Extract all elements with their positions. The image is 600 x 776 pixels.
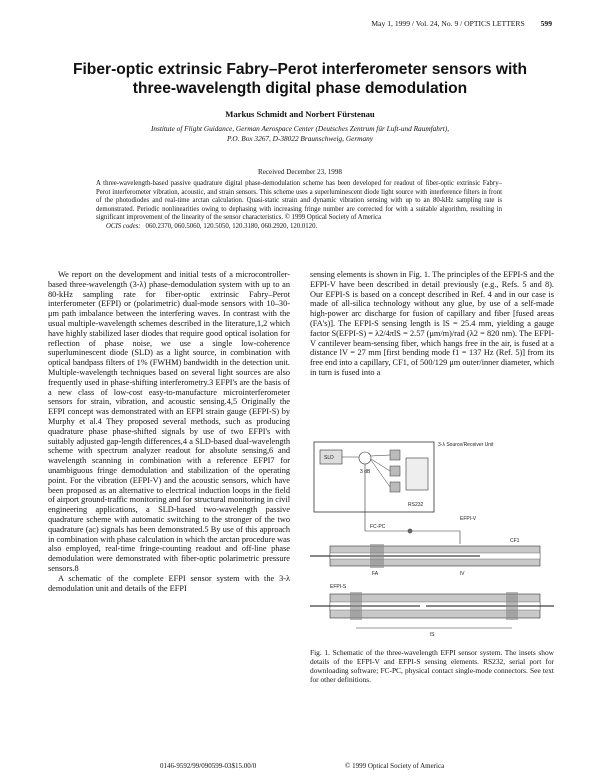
title-line-2: three-wavelength digital phase demodulation	[132, 80, 468, 97]
body-paragraph-3: sensing elements is shown in Fig. 1. The principles of the EFPI-S and the EFPI-V have been described in detail previously (e.g., Refs. 5 and 8). Our EFPI-S is based on a concept described in Ref. 4 and in our case is made of all-silica technology without any glue, by use of a self-made high-power arc discharge for fusion of capillary and fiber [fused areas (FA's)]. The EFPI-S sensing length is lS = 25.4 mm, yielding a gauge factor S(EFPI-S) = λ2/4πlS = 2.57 (μm/m)/rad (λ2 = 820 nm). The EFPI-V cantilever beam-sensing fiber, which hangs free in the air, is fused at a distance lV = 27 mm [first bending mode f1 = 137 Hz (Ref. 5)] from its free end into a capillary, CF1, of 500/129 μm outer/inner diameter, which in turn is fused into a	[310, 270, 554, 377]
abstract	[96, 180, 502, 232]
microcontroller	[406, 458, 428, 490]
running-header	[371, 19, 552, 28]
paper-title	[40, 60, 560, 98]
left-column	[48, 270, 290, 593]
footer-copyright: © 1999 Optical Society of America	[345, 762, 445, 770]
detector-3	[390, 482, 400, 492]
fused-area-2	[350, 592, 362, 620]
fcpc-label: FC-PC	[370, 524, 386, 530]
system-schematic	[310, 436, 554, 641]
rs232-label: RS232	[408, 502, 424, 508]
journal-citation: May 1, 1999 / Vol. 24, No. 9 / OPTICS LETTERS	[371, 19, 525, 28]
figure-caption: Fig. 1. Schematic of the three-wavelength EFPI sensor system. The insets show details of the EFPI-V and EFPI-S sensing elements. RS232, serial port for downloading software; FC-PC, physical contact single-mode connectors. See text for other definitions.	[310, 648, 554, 684]
affiliation-line-1: Institute of Flight Guidance, German Aerospace Center (Deutsches Zentrum für Luft-und Raumfahrt),	[150, 124, 450, 133]
efpi-s-label: EFPI-S	[330, 584, 347, 590]
fused-area-3	[506, 592, 518, 620]
page-number: 599	[540, 19, 552, 28]
footer-code: 0146-9592/99/090599-03$15.00/0	[160, 762, 257, 770]
ls-label: lS	[430, 632, 435, 638]
body-paragraph-2: A schematic of the complete EFPI sensor system with the 3-λ demodulation unit and details of the EFPI	[48, 573, 290, 593]
ocis-label: OCIS codes:	[106, 223, 141, 231]
fa-label: FA	[372, 571, 379, 577]
ocis-values: 060.2370, 060.5060, 120.5050, 120.3180, 060.2920, 120.0120.	[145, 223, 318, 231]
fcpc-connector	[408, 529, 413, 534]
abstract-copyright: © 1999 Optical Society of America	[284, 214, 382, 222]
figure-1	[310, 436, 554, 641]
abstract-text: A three-wavelength-based passive quadrature digital phase-demodulation scheme has been developed for readout of fiber-optic extrinsic Fabry–Perot interferometer vibration, acoustic, and strain sensors. This scheme uses a superluminescent diode light source with interference filters in front of the photodiodes and real-time arctan calculation. Quasi-static strain and dynamic vibration sensing with up to an 80-kHz sampling rate is demonstrated. Periodic nonlinearities owing to dephasing with increasing fringe number are corrected for with a suitable algorithm, resulting in significant improvement of the linearity of the sensor characteristics.	[96, 180, 502, 222]
cf-label: CF1	[510, 538, 520, 544]
received-date: Received December 23, 1998	[258, 168, 342, 176]
right-column	[310, 270, 554, 378]
lv-label: lV	[460, 571, 465, 577]
ocis-codes	[96, 223, 502, 232]
coupler-symbol	[359, 452, 371, 464]
affiliation-line-2: P.O. Box 3267, D-38022 Braunschweig, Germany	[227, 133, 373, 143]
detector-2	[390, 466, 400, 476]
coupler-label: 3 dB	[360, 469, 371, 475]
detector-1	[390, 450, 400, 460]
body-paragraph-1: We report on the development and initial tests of a microcontroller-based three-wavelength (3-λ) phase-demodulation system with up to an 80-kHz sampling rate for fiber-optic extrinsic Fabry–Perot interferometer (EFPI) or (polarimetric) dual-mode sensors with 10–30-μm path imbalance between the interfering waves. In contrast with the usual multiple-wavelength schemes described in the literature,1,2 which have highly stabilized laser diodes that require good optical isolation for reflection of phase noise, we use a single low-coherence superluminescent diode (SLD) as a light source, in combination with optical bandpass filters of 1% (FWHM) bandwidth in the detection unit. Multiple-wavelength techniques based on several light sources are also frequently used in phase-shifting interferometry.3 EFPI's are the basis of a new class of low-cost easy-to-manufacture microinterferometer sensors for strain, vibration, and acoustic sensing.4,5 Originally the EFPI concept was demonstrated with an EFPI strain gauge (EFPI-S) by Murphy et al.4 They proposed several methods, such as producing quadrature phase phase-shifted signals by use of two EFPI's with suitably adjusted gap-length differences,4 a SLD-based dual-wavelength scheme with spectrum analyzer readout for absolute sensing,6 and wavelength scanning in combination with a reference EFPI7 for unambiguous fringe demodulation and stabilization of the operating point. For the vibration (EFPI-V) and the acoustic sensors, which have been proposed as an alternative to electrical induction loops in the field of airport ground-traffic monitoring and for structural monitoring in civil engineering applications, a SLD-based two-wavelength passive quadrature scheme with automatic switching to the stronger of the two quadrature (ac) signals has been demonstrated.5 By use of this approach in combination with phase calculation in which the arctan procedure was also employed, real-time fringe-counting readout and off-line phase demodulation were demonstrated with fiber-optic polarimetric pressure sensors.8	[48, 270, 291, 573]
affiliation	[80, 124, 520, 143]
efpi-v-label: EFPI-V	[460, 516, 477, 522]
sld-label: SLD	[324, 455, 334, 461]
fused-area-1	[370, 544, 384, 568]
title-line-1: Fiber-optic extrinsic Fabry–Perot interferometer sensors with	[72, 61, 528, 78]
source-unit-label: 3-λ Source/Receiver Unit	[438, 442, 494, 448]
authors: Markus Schmidt and Norbert Fürstenau	[225, 109, 375, 119]
